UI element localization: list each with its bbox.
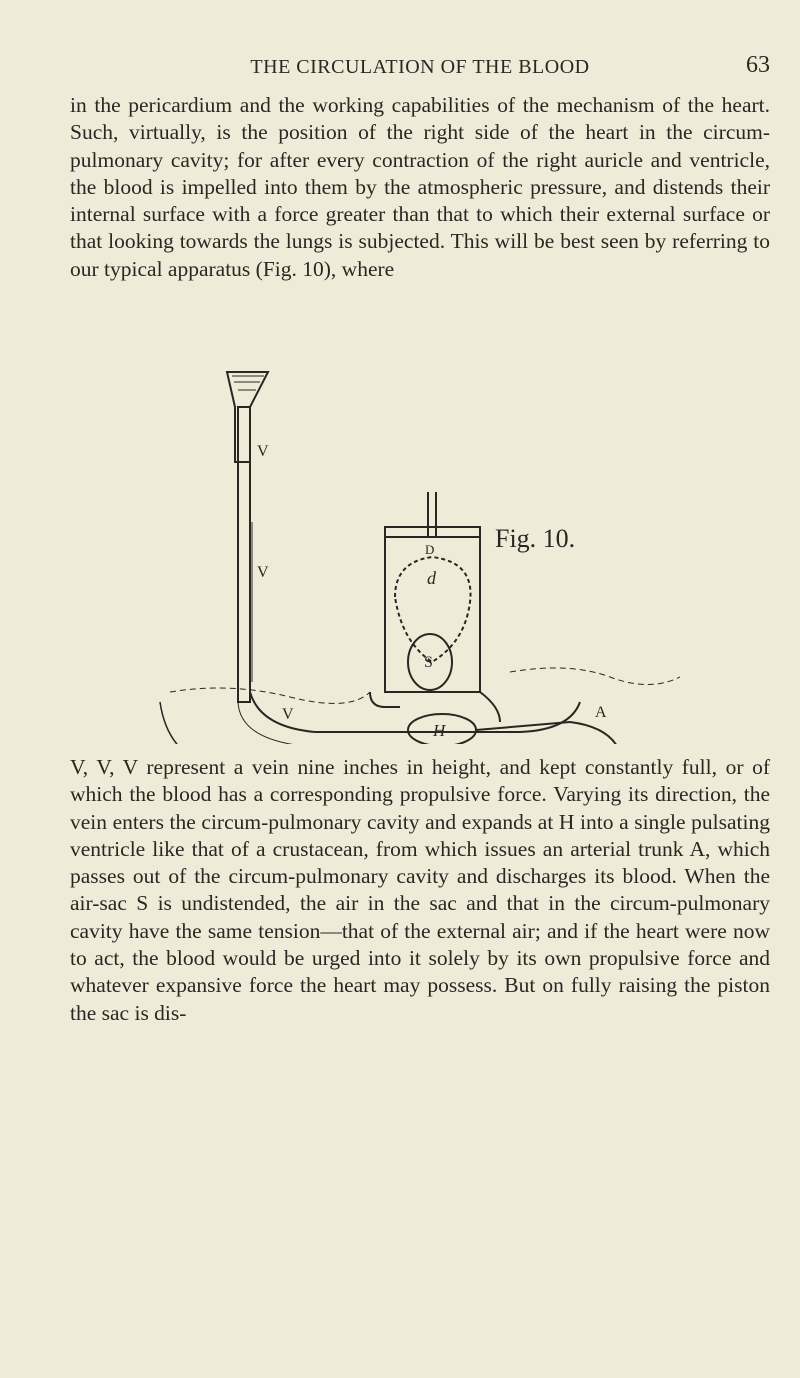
running-head: [70, 52, 770, 82]
paragraph-bottom: V, V, V represent a vein nine inches in height, and kept constantly full, or of which the blood has a corresponding propulsive force. Varying its direction, the vein enters the circum-pulmonary cavity and expands at H into a single pulsating ventricle like that of a crustacean, from which issues an arterial trunk A, which passes out of the circum-pulmonary cavity and discharges its blood. When the air-sac S is undistended, the air in the sac and that in the circum-pulmonary cavity have the same tension—that of the external air; and if the heart were now to act, the blood would be urged into it solely by its own propulsive force and whatever expansive force the heart may possess. But on fully raising the piston the sac is dis-: [70, 755, 770, 1025]
running-title: THE CIRCULATION OF THE BLOOD: [250, 56, 590, 78]
figure-10: [140, 362, 680, 744]
label-vein-middle: V: [257, 564, 269, 581]
label-ventricle: H: [433, 721, 446, 740]
figure-caption: Fig. 10.: [495, 524, 576, 553]
label-piston: D: [425, 542, 435, 557]
label-air-sac: S: [424, 654, 433, 671]
vein-tube: [238, 407, 250, 702]
label-sac-d: d: [427, 568, 436, 588]
label-vein-bottom: V: [282, 706, 294, 723]
label-vein-top: V: [257, 443, 269, 460]
apparatus-diagram: [140, 362, 680, 744]
label-artery: A: [595, 704, 607, 721]
page-number: 63: [746, 52, 770, 78]
paragraph-top: in the pericardium and the working capabilities of the mechanism of the heart. Such, virtually, is the position of the right side of the heart in the circum-pulmonary cavity; for after every contraction of the right auricle and ventricle, the blood is impelled into them by the atmospheric pressure, and distends their internal surface with a force greater than that to which their external surface or that looking towards the lungs is subjected. This will be best seen by referring to our typical apparatus (Fig. 10), where: [70, 93, 770, 281]
